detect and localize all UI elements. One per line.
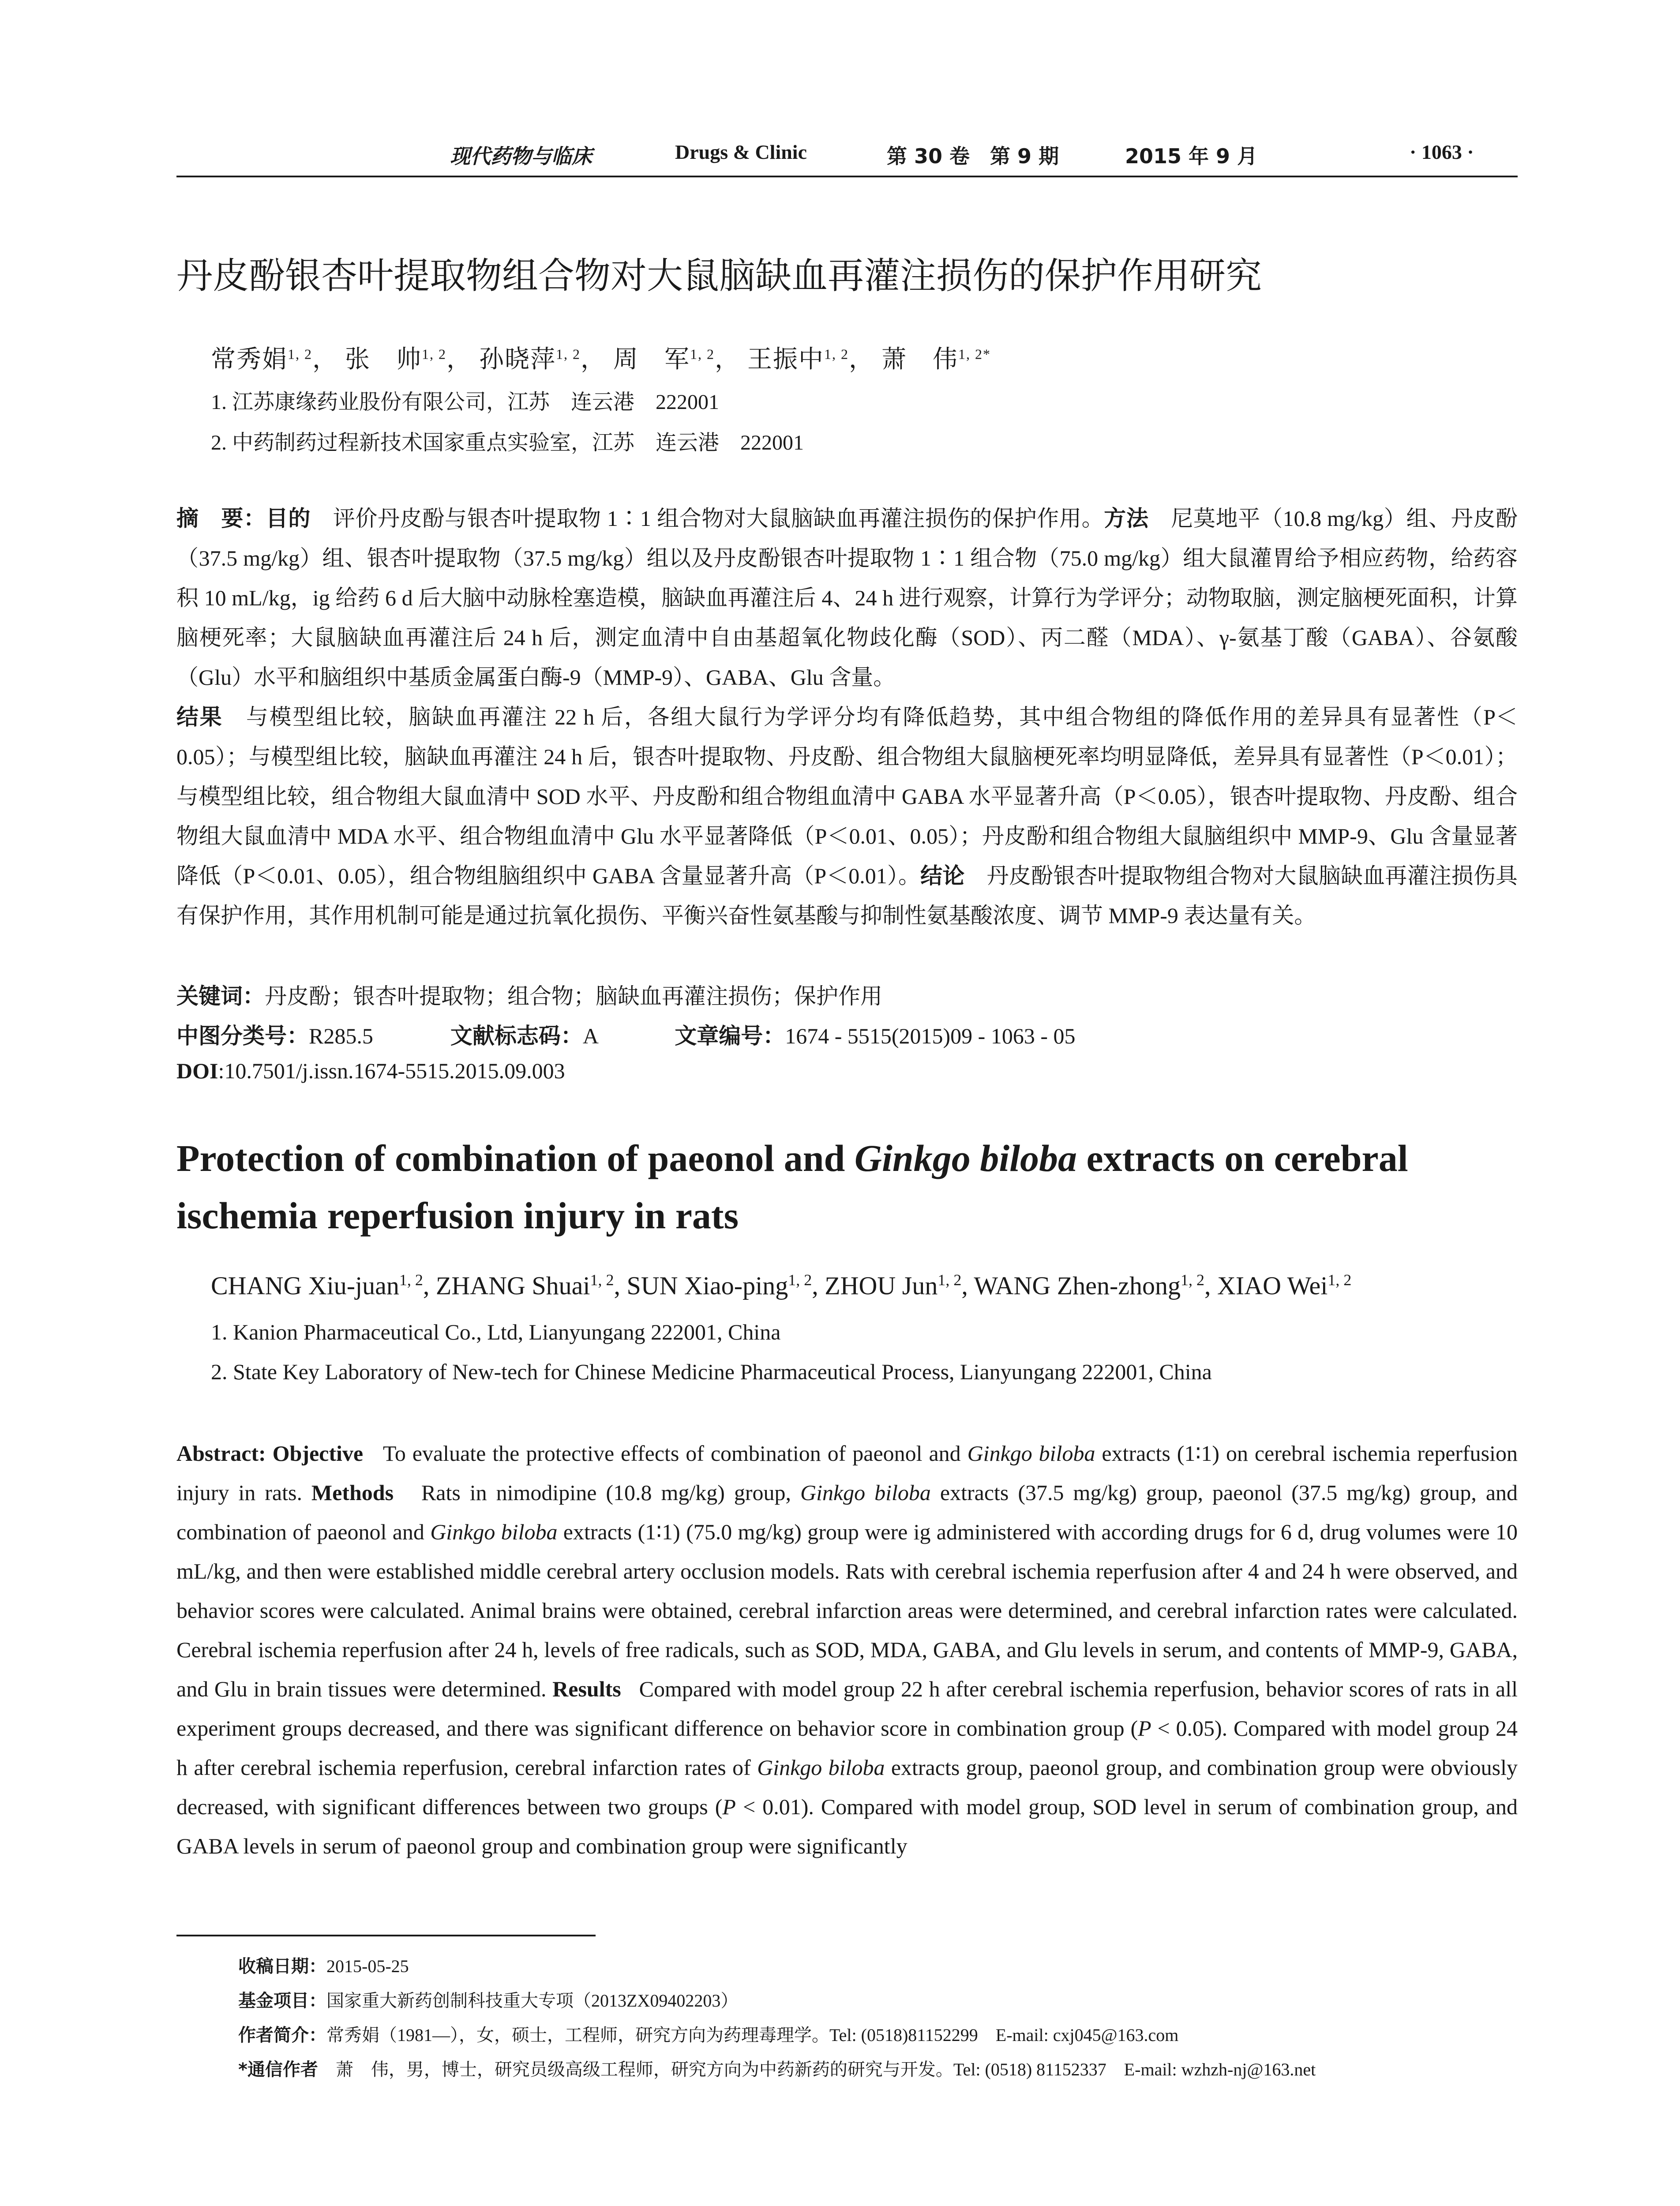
methods-text: 尼莫地平（10.8 mg/kg）组、丹皮酚（37.5 mg/kg）组、银杏叶提取物（37.5 mg/kg）组以及丹皮酚银杏叶提取物 1∶1 组合物（75.0 mg/kg）组大鼠灌胃给予相应药物，给药容积 10 mL/kg，ig 给药 6 d 后大脑中动脉栓塞造模，脑缺血再灌注后 4、24 h 进行观察，计算行为学评分；动物取脑，测定脑梗死面积，计算脑梗死率；大鼠脑缺血再灌注后 24 h 后，测定血清中自由基超氧化物歧化酶（SOD）、丙二醛（MDA）、γ-氨基丁酸（GABA）、谷氨酸（Glu）水平和脑组织中基质金属蛋白酶-9（MMP-9）、GABA、Glu 含量。 <box>176 506 1518 690</box>
author-sup: 1, 2 <box>556 346 581 362</box>
abstract-cn <box>176 499 1518 935</box>
conclusion-text: 丹皮酚银杏叶提取物组合物对大鼠脑缺血再灌注损伤具有保护作用，其作用机制可能是通过抗氧化损伤、平衡兴奋性氨基酸与抑制性氨基酸浓度、调节 MMP-9 表达量有关。 <box>176 863 1518 928</box>
author-cn: 王振中 <box>747 346 824 373</box>
methods-en-text: extracts (37.5 mg/kg) group, paeonol (37.5 mg/kg) group, and combination of paeonol and <box>176 1480 1518 1544</box>
clc-value: R285.5 <box>309 1024 373 1048</box>
footnote-label: 收稿日期： <box>238 1956 326 1977</box>
results-text: 与模型组比较，脑缺血再灌注 22 h 后，各组大鼠行为学评分均有降低趋势，其中组合物组的降低作用的差异具有显著性（P＜0.05）；与模型组比较，脑缺血再灌注 24 h 后，银杏叶提取物、丹皮酚、组合物组大鼠脑梗死率均明显降低，差异具有显著性（P＜0.01）；与模型组比较，组合物组大鼠血清中 SOD 水平、丹皮酚和组合物组血清中 GABA 水平显著升高（P＜0.05），银杏叶提取物、丹皮酚、组合物组大鼠血清中 MDA 水平、组合物组血清中 Glu 水平显著降低（P＜0.01、0.05）；丹皮酚和组合物组大鼠脑组织中 MMP-9、Glu 含量显著降低（P＜0.01、0.05），组合物组脑组织中 GABA 含量显著升高（P＜0.01）。 <box>176 705 1518 888</box>
results-en-text: < 0.01). Compared with model group, SOD level in serum of combination group, and GABA levels in serum of paeonol group and combination group were significantly <box>176 1794 1518 1858</box>
p-value-italic: P <box>1138 1716 1151 1741</box>
volume-issue: 第 30 卷 第 9 期 <box>887 144 1059 168</box>
results-en-text: extracts group, paeonol group, and combination group were obviously decreased, with significant differences between two groups ( <box>176 1755 1518 1819</box>
author-en: WANG Zhen-zhong <box>974 1271 1181 1300</box>
author-en: XIAO Wei <box>1217 1271 1328 1300</box>
results-label: 结果 <box>176 704 223 730</box>
footnote-value: 2015-05-25 <box>326 1956 409 1976</box>
author-sup: 1, 2 <box>690 346 715 362</box>
affiliation-en: 1. Kanion Pharmaceutical Co., Ltd, Lianyungang 222001, China <box>211 1320 781 1344</box>
author-cn: 萧 伟 <box>881 346 958 373</box>
author-cn: 孙晓萍 <box>479 346 556 373</box>
author-cn: 张 帅 <box>345 346 422 373</box>
affiliation-cn: 2. 中药制药过程新技术国家重点实验室，江苏 连云港 222001 <box>211 431 804 454</box>
article-no-label: 文章编号： <box>675 1023 785 1049</box>
journal-name-cn: 现代药物与临床 <box>450 144 592 168</box>
keywords-label: 关键词： <box>176 983 265 1009</box>
footnote-value: 萧 伟，男，博士，研究员级高级工程师，研究方向为中药新药的研究与开发。Tel: (0518) 81152337 E-mail: wzhzh-nj@163.net <box>318 2060 1316 2079</box>
header-rule <box>176 176 1518 177</box>
footnote-received <box>238 1952 409 1977</box>
footnote-label: *通信作者 <box>238 2060 318 2080</box>
species-italic: Ginkgo biloba <box>430 1519 558 1544</box>
doi-value: :10.7501/j.issn.1674-5515.2015.09.003 <box>218 1058 565 1083</box>
species-italic: Ginkgo biloba <box>757 1755 885 1780</box>
results-en-text: Compared with model group 22 h after cerebral ischemia reperfusion, behavior scores of rats in all experiment groups decreased, and there was significant difference on behavior score in combination group ( <box>176 1677 1518 1741</box>
title-en-part: extracts on cerebral ischemia reperfusion injury in rats <box>176 1137 1408 1237</box>
doc-code-value: A <box>582 1024 598 1048</box>
author-sup: 1, 2 <box>788 1271 812 1289</box>
objective-text: 评价丹皮酚与银杏叶提取物 1∶1 组合物对大鼠脑缺血再灌注损伤的保护作用。 <box>333 506 1104 531</box>
author-en: ZHOU Jun <box>825 1271 938 1300</box>
author-en: ZHANG Shuai <box>435 1271 590 1300</box>
methods-en-text: extracts (1∶1) (75.0 mg/kg) group were ig administered with according drugs for 6 d, drug volumes were 10 mL/kg, and then were established middle cerebral artery occlusion models. Rats with cerebral ischemia reperfusion after 4 and 24 h were observed, and behavior scores were calculated. Animal brains were obtained, cerebral infarction areas were determined, and cerebral infarction rates were calculated. Cerebral ischemia reperfusion after 24 h, levels of free radicals, such as SOD, MDA, GABA, and Glu levels in serum, and contents of MMP-9, GABA, and Glu in brain tissues were determined. <box>176 1519 1518 1701</box>
doi-label: DOI <box>176 1058 218 1083</box>
author-sup: 1, 2 <box>1181 1271 1205 1289</box>
journal-name-en: Drugs & Clinic <box>675 141 807 163</box>
objective-en-text: To evaluate the protective effects of combination of paeonol and <box>382 1441 968 1466</box>
p-value-italic: P <box>722 1794 736 1819</box>
author-cn: 常秀娟 <box>211 346 288 373</box>
title-en-italic: Ginkgo biloba <box>854 1137 1077 1179</box>
authors-en: CHANG Xiu-juan$^{1, 2}$, ZHANG Shuai$^{1, 2}$, SUN Xiao-ping$^{1, 2}$, ZHOU Jun$^{1, 2}$, WANG Zhen-zhong$^{1, 2}$, XIAO Wei$^{1, 2}$ <box>211 1271 1352 1300</box>
author-sup: 1, 2 <box>288 346 312 362</box>
title-en <box>176 1129 1518 1244</box>
footnote-corresponding <box>238 2056 1316 2081</box>
author-sup: 1, 2 <box>1328 1271 1352 1289</box>
author-sup: 1, 2 <box>422 346 446 362</box>
issue-date: 2015 年 9 月 <box>1125 144 1258 168</box>
classification-line <box>176 1018 1075 1050</box>
running-header <box>176 140 1518 167</box>
author-sup: 1, 2 <box>824 346 849 362</box>
abstract-label: 摘 要： <box>176 506 266 531</box>
species-italic: Ginkgo biloba <box>967 1441 1095 1466</box>
author-en: CHANG Xiu-juan <box>211 1271 399 1300</box>
clc-label: 中图分类号： <box>176 1023 309 1049</box>
objective-en-text: extracts (1∶1) on cerebral ischemia reperfusion injury in rats. <box>176 1441 1518 1505</box>
author-cn: 周 军 <box>613 346 690 373</box>
results-en-text: < 0.05). Compared with model group 24 h after cerebral ischemia reperfusion, cerebral infarction rates of <box>176 1716 1518 1780</box>
doi-line <box>176 1058 565 1084</box>
author-sup: 1, 2 <box>938 1271 962 1289</box>
abstract-en-label: Abstract: <box>176 1441 266 1466</box>
footnote-rule <box>176 1935 596 1936</box>
authors-cn: 常秀娟$^{1, 2}$， 张 帅$^{1, 2}$， 孙晓萍$^{1, 2}$， 周 军$^{1, 2}$， 王振中$^{1, 2}$， 萧 伟$^{1, 2*}$ <box>211 346 991 373</box>
abstract-en <box>176 1434 1518 1866</box>
footnote-author-bio <box>238 2021 1178 2046</box>
keywords-value: 丹皮酚；银杏叶提取物；组合物；脑缺血再灌注损伤；保护作用 <box>265 984 882 1009</box>
page-number: · 1063 · <box>1410 141 1474 163</box>
author-sup: 1, 2* <box>958 346 991 362</box>
objective-en-label: Objective <box>272 1441 364 1466</box>
footnote-value: 国家重大新药创制科技重大专项（2013ZX09402203） <box>326 1991 739 2011</box>
title-en-part: Protection of combination of paeonol and <box>176 1137 855 1179</box>
affiliation-en: 2. State Key Laboratory of New-tech for Chinese Medicine Pharmaceutical Process, Lianyungang 222001, China <box>211 1359 1212 1384</box>
results-en-label: Results <box>552 1677 621 1701</box>
affiliation-cn: 1. 江苏康缘药业股份有限公司，江苏 连云港 222001 <box>211 390 720 414</box>
author-sup: 1, 2 <box>399 1271 423 1289</box>
footnote-label: 基金项目： <box>238 1991 326 2011</box>
author-sup: 1, 2 <box>590 1271 614 1289</box>
methods-en-text: Rats in nimodipine (10.8 mg/kg) group, <box>421 1480 800 1505</box>
species-italic: Ginkgo biloba <box>800 1480 931 1505</box>
objective-label: 目的 <box>266 506 311 531</box>
keywords-cn <box>176 979 882 1010</box>
title-cn: 丹皮酚银杏叶提取物组合物对大鼠脑缺血再灌注损伤的保护作用研究 <box>176 255 1262 297</box>
methods-label: 方法 <box>1104 506 1149 531</box>
doc-code-label: 文献标志码： <box>450 1023 583 1049</box>
footnote-value: 常秀娟（1981—），女，硕士，工程师，研究方向为药理毒理学。Tel: (0518)81152299 E-mail: cxj045@163.com <box>326 2025 1179 2045</box>
methods-en-label: Methods <box>311 1480 394 1505</box>
article-no-value: 1674 - 5515(2015)09 - 1063 - 05 <box>785 1024 1076 1048</box>
author-en: SUN Xiao-ping <box>626 1271 788 1300</box>
footnote-funding <box>238 1987 738 2012</box>
footnote-label: 作者简介： <box>238 2025 326 2045</box>
conclusion-label: 结论 <box>920 863 965 889</box>
